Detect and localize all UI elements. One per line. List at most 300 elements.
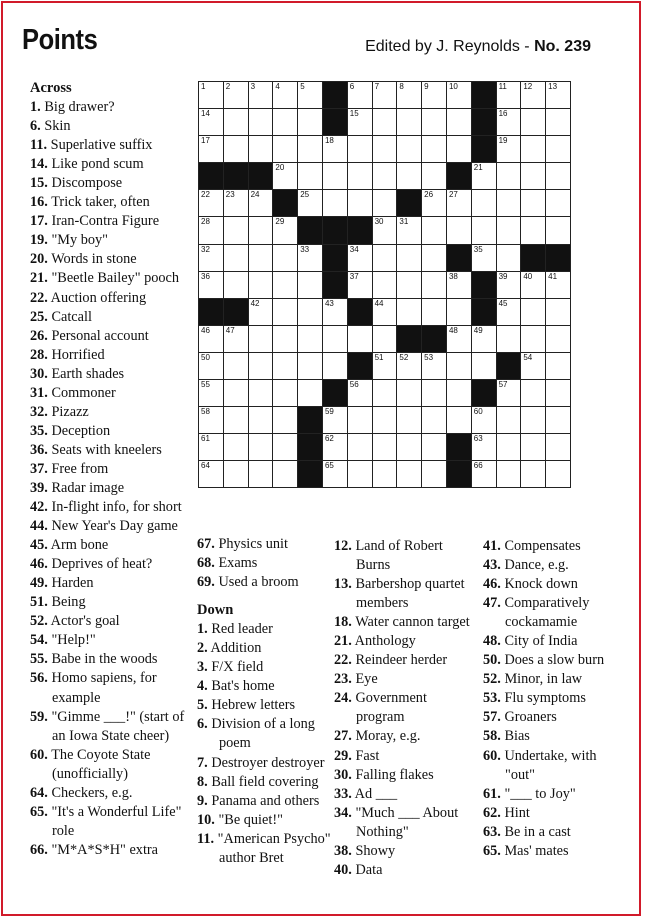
down-clue-8[interactable] — [197, 773, 337, 792]
across-clue-39[interactable] — [30, 479, 198, 498]
grid-cell[interactable] — [521, 325, 546, 352]
grid-cell[interactable] — [422, 380, 447, 407]
grid-cell[interactable] — [347, 82, 372, 109]
down-clue-58[interactable] — [483, 727, 628, 746]
down-clue-34[interactable] — [334, 804, 476, 842]
grid-cell[interactable] — [199, 136, 224, 163]
clue-number: 23. — [334, 671, 352, 688]
grid-cell[interactable] — [347, 244, 372, 271]
grid-cell[interactable] — [199, 380, 224, 407]
grid-cell[interactable] — [546, 271, 571, 298]
grid-cell[interactable] — [397, 434, 422, 461]
grid-cell[interactable] — [496, 325, 521, 352]
grid-cell[interactable] — [273, 217, 298, 244]
grid-cell[interactable] — [322, 325, 347, 352]
across-clue-21[interactable] — [30, 269, 198, 288]
down-clue-63[interactable] — [483, 823, 628, 842]
grid-cell[interactable] — [446, 82, 471, 109]
grid-cell[interactable] — [248, 217, 273, 244]
grid-cell[interactable] — [397, 352, 422, 379]
grid-cell[interactable] — [248, 271, 273, 298]
across-clue-64[interactable] — [30, 784, 198, 803]
grid-cell[interactable] — [446, 407, 471, 434]
across-clue-42[interactable] — [30, 498, 198, 517]
grid-cell[interactable] — [446, 109, 471, 136]
across-clue-25[interactable] — [30, 308, 198, 327]
grid-cell[interactable] — [546, 352, 571, 379]
across-clue-16[interactable] — [30, 193, 198, 212]
grid-cell[interactable] — [199, 244, 224, 271]
grid-cell[interactable] — [248, 407, 273, 434]
grid-cell[interactable] — [422, 82, 447, 109]
grid-cell[interactable] — [446, 190, 471, 217]
down-clue-65[interactable] — [483, 842, 628, 861]
down-clue-4[interactable] — [197, 677, 337, 696]
grid-cell[interactable] — [372, 109, 397, 136]
down-clue-6[interactable] — [197, 715, 337, 753]
grid-cell[interactable] — [322, 461, 347, 488]
across-clue-26[interactable] — [30, 327, 198, 346]
grid-cell[interactable] — [546, 434, 571, 461]
grid-cell[interactable] — [223, 190, 248, 217]
grid-cell[interactable] — [298, 82, 323, 109]
clue-text: Eye — [355, 671, 378, 688]
grid-cell[interactable] — [248, 352, 273, 379]
grid-cell[interactable] — [521, 434, 546, 461]
across-clue-14[interactable] — [30, 155, 198, 174]
clue-text: Catcall — [51, 308, 92, 325]
clue-text: Ball field covering — [211, 773, 319, 790]
grid-cell[interactable] — [521, 380, 546, 407]
grid-cell[interactable] — [546, 82, 571, 109]
across-clue-36[interactable] — [30, 441, 198, 460]
down-clue-38[interactable] — [334, 842, 476, 861]
down-clue-5[interactable] — [197, 696, 337, 715]
grid-cell[interactable] — [298, 325, 323, 352]
grid-cell[interactable] — [397, 82, 422, 109]
grid-cell[interactable] — [223, 434, 248, 461]
down-clue-57[interactable] — [483, 708, 628, 727]
grid-cell[interactable] — [347, 461, 372, 488]
down-clue-50[interactable] — [483, 651, 628, 670]
clue-text: Ad ___ — [354, 785, 398, 802]
grid-cell[interactable] — [496, 217, 521, 244]
grid-cell[interactable] — [223, 461, 248, 488]
grid-cell[interactable] — [273, 82, 298, 109]
grid-cell[interactable] — [521, 109, 546, 136]
grid-cell[interactable] — [273, 136, 298, 163]
across-clue-65[interactable] — [30, 803, 198, 841]
grid-cell[interactable] — [521, 407, 546, 434]
clue-number: 60. — [483, 747, 501, 764]
down-clue-61[interactable] — [483, 785, 628, 804]
down-clue-48[interactable] — [483, 632, 628, 651]
grid-cell[interactable] — [521, 136, 546, 163]
clue-text: Earth shades — [51, 365, 125, 382]
grid-cell[interactable] — [471, 163, 496, 190]
grid-cell[interactable] — [521, 190, 546, 217]
grid-cell[interactable] — [546, 298, 571, 325]
across-clue-20[interactable] — [30, 250, 198, 269]
across-clue-67[interactable] — [197, 535, 337, 554]
grid-row — [199, 298, 571, 325]
grid-cell[interactable] — [496, 461, 521, 488]
across-clue-52[interactable] — [30, 612, 198, 631]
down-clue-62[interactable] — [483, 804, 628, 823]
grid-cell[interactable] — [397, 244, 422, 271]
grid-cell[interactable] — [372, 461, 397, 488]
grid-cell[interactable] — [422, 109, 447, 136]
grid-cell[interactable] — [199, 82, 224, 109]
across-clue-19[interactable] — [30, 231, 198, 250]
grid-cell[interactable] — [372, 217, 397, 244]
down-clue-30[interactable] — [334, 766, 476, 785]
grid-cell[interactable] — [471, 244, 496, 271]
grid-cell[interactable] — [422, 163, 447, 190]
grid-cell[interactable] — [372, 434, 397, 461]
grid-cell[interactable] — [521, 461, 546, 488]
down-clue-11[interactable] — [197, 830, 337, 868]
grid-cell[interactable] — [446, 136, 471, 163]
grid-cell[interactable] — [273, 380, 298, 407]
grid-cell[interactable] — [298, 352, 323, 379]
grid-cell[interactable] — [546, 461, 571, 488]
grid-cell[interactable] — [273, 271, 298, 298]
grid-cell[interactable] — [273, 109, 298, 136]
grid-cell[interactable] — [199, 352, 224, 379]
grid-cell[interactable] — [273, 163, 298, 190]
grid-cell[interactable] — [471, 190, 496, 217]
grid-cell[interactable] — [496, 136, 521, 163]
grid-cell[interactable] — [471, 407, 496, 434]
cell-number: 46 — [201, 325, 210, 335]
grid-cell[interactable] — [298, 163, 323, 190]
black-square — [298, 217, 323, 244]
grid-cell[interactable] — [298, 244, 323, 271]
grid-cell[interactable] — [273, 461, 298, 488]
grid-cell[interactable] — [496, 434, 521, 461]
grid-cell[interactable] — [372, 325, 397, 352]
down-clue-43[interactable] — [483, 556, 628, 575]
down-clue-22[interactable] — [334, 651, 476, 670]
grid-cell[interactable] — [496, 190, 521, 217]
grid-cell[interactable] — [199, 325, 224, 352]
grid-cell[interactable] — [248, 109, 273, 136]
crossword-grid[interactable] — [198, 81, 571, 488]
cell-number: 39 — [498, 271, 508, 281]
down-clue-9[interactable] — [197, 792, 337, 811]
grid-cell[interactable] — [422, 352, 447, 379]
down-clue-23[interactable] — [334, 670, 476, 689]
across-clue-11[interactable] — [30, 136, 198, 155]
grid-cell[interactable] — [347, 136, 372, 163]
grid-cell[interactable] — [199, 109, 224, 136]
across-clue-32[interactable] — [30, 403, 198, 422]
grid-cell[interactable] — [199, 434, 224, 461]
across-clue-44[interactable] — [30, 517, 198, 536]
black-square — [322, 109, 347, 136]
across-clue-1[interactable] — [30, 98, 198, 117]
grid-cell[interactable] — [397, 461, 422, 488]
grid-cell[interactable] — [347, 380, 372, 407]
grid-cell[interactable] — [496, 82, 521, 109]
grid-cell[interactable] — [273, 244, 298, 271]
grid-cell[interactable] — [521, 271, 546, 298]
grid-cell[interactable] — [397, 163, 422, 190]
grid-cell[interactable] — [446, 380, 471, 407]
grid-cell[interactable] — [546, 136, 571, 163]
grid-cell[interactable] — [471, 461, 496, 488]
grid-cell[interactable] — [471, 217, 496, 244]
grid-cell[interactable] — [397, 136, 422, 163]
grid-cell[interactable] — [397, 380, 422, 407]
clue-text: Discompose — [51, 175, 123, 192]
grid-cell[interactable] — [322, 163, 347, 190]
grid-cell[interactable] — [223, 325, 248, 352]
cell-number: 10 — [448, 82, 458, 91]
down-clue-47[interactable] — [483, 594, 628, 632]
clue-number: 55. — [30, 651, 48, 668]
down-clue-27[interactable] — [334, 727, 476, 746]
across-clue-22[interactable] — [30, 289, 198, 308]
grid-cell[interactable] — [496, 407, 521, 434]
grid-cell[interactable] — [347, 407, 372, 434]
grid-cell[interactable] — [372, 136, 397, 163]
across-clue-30[interactable] — [30, 365, 198, 384]
grid-cell[interactable] — [446, 217, 471, 244]
grid-cell[interactable] — [546, 325, 571, 352]
grid-cell[interactable] — [471, 434, 496, 461]
grid-cell[interactable] — [546, 380, 571, 407]
grid-cell[interactable] — [422, 298, 447, 325]
grid-cell[interactable] — [347, 163, 372, 190]
grid-cell[interactable] — [248, 244, 273, 271]
grid-cell[interactable] — [248, 298, 273, 325]
grid-cell[interactable] — [422, 244, 447, 271]
down-clue-7[interactable] — [197, 754, 337, 773]
cell-number: 57 — [498, 380, 508, 390]
grid-cell[interactable] — [273, 407, 298, 434]
grid-cell[interactable] — [397, 407, 422, 434]
cell-number: 11 — [498, 82, 507, 91]
down-clue-29[interactable] — [334, 747, 476, 766]
black-square — [347, 217, 372, 244]
grid-cell[interactable] — [372, 407, 397, 434]
grid-cell[interactable] — [372, 82, 397, 109]
grid-cell[interactable] — [422, 271, 447, 298]
down-clue-60[interactable] — [483, 747, 628, 785]
grid-cell[interactable] — [248, 325, 273, 352]
grid-cell[interactable] — [322, 352, 347, 379]
down-clue-18[interactable] — [334, 613, 476, 632]
grid-cell[interactable] — [397, 271, 422, 298]
across-clue-15[interactable] — [30, 174, 198, 193]
down-clue-41[interactable] — [483, 537, 628, 556]
grid-cell[interactable] — [347, 325, 372, 352]
grid-cell[interactable] — [446, 325, 471, 352]
clue-text: Destroyer destroyer — [211, 754, 325, 771]
grid-cell[interactable] — [471, 352, 496, 379]
grid-cell[interactable] — [496, 380, 521, 407]
across-clue-37[interactable] — [30, 460, 198, 479]
grid-cell[interactable] — [496, 244, 521, 271]
across-clue-6[interactable] — [30, 117, 198, 136]
grid-cell[interactable] — [372, 380, 397, 407]
grid-cell[interactable] — [422, 217, 447, 244]
down-clue-40[interactable] — [334, 861, 476, 880]
across-clue-55[interactable] — [30, 650, 198, 669]
grid-cell[interactable] — [397, 217, 422, 244]
grid-cell[interactable] — [322, 434, 347, 461]
grid-cell[interactable] — [273, 434, 298, 461]
cell-number: 55 — [201, 380, 210, 390]
black-square — [322, 82, 347, 109]
across-clue-56[interactable] — [30, 669, 198, 707]
grid-cell[interactable] — [521, 298, 546, 325]
across-clue-17[interactable] — [30, 212, 198, 231]
across-clue-46[interactable] — [30, 555, 198, 574]
down-clue-21[interactable] — [334, 632, 476, 651]
grid-cell[interactable] — [546, 217, 571, 244]
grid-cell[interactable] — [223, 271, 248, 298]
across-clue-54[interactable] — [30, 631, 198, 650]
grid-cell[interactable] — [546, 407, 571, 434]
grid-cell[interactable] — [397, 109, 422, 136]
grid-cell[interactable] — [521, 82, 546, 109]
grid-cell[interactable] — [248, 461, 273, 488]
grid-cell[interactable] — [199, 407, 224, 434]
across-clue-66[interactable] — [30, 841, 198, 860]
grid-cell[interactable] — [223, 109, 248, 136]
clue-number: 1. — [197, 621, 208, 638]
grid-cell[interactable] — [546, 109, 571, 136]
down-clue-3[interactable] — [197, 658, 337, 677]
grid-cell[interactable] — [273, 352, 298, 379]
across-clue-60[interactable] — [30, 746, 198, 784]
grid-cell[interactable] — [422, 434, 447, 461]
across-clue-51[interactable] — [30, 593, 198, 612]
grid-cell[interactable] — [347, 434, 372, 461]
grid-cell[interactable] — [397, 298, 422, 325]
across-clue-68[interactable] — [197, 554, 337, 573]
grid-cell[interactable] — [223, 380, 248, 407]
grid-cell[interactable] — [248, 434, 273, 461]
grid-cell[interactable] — [422, 461, 447, 488]
grid-cell[interactable] — [546, 190, 571, 217]
grid-cell[interactable] — [372, 298, 397, 325]
grid-cell[interactable] — [422, 190, 447, 217]
grid-cell[interactable] — [248, 190, 273, 217]
grid-cell[interactable] — [521, 217, 546, 244]
grid-cell[interactable] — [199, 271, 224, 298]
grid-cell[interactable] — [372, 352, 397, 379]
across-clue-69[interactable] — [197, 573, 337, 592]
grid-cell[interactable] — [298, 298, 323, 325]
grid-cell[interactable] — [322, 298, 347, 325]
down-clue-46[interactable] — [483, 575, 628, 594]
grid-cell[interactable] — [322, 190, 347, 217]
grid-cell[interactable] — [347, 109, 372, 136]
across-clue-31[interactable] — [30, 384, 198, 403]
clue-number: 20. — [30, 251, 48, 268]
across-clue-45[interactable] — [30, 536, 198, 555]
grid-cell[interactable] — [372, 271, 397, 298]
clue-number: 8. — [197, 773, 208, 790]
grid-cell[interactable] — [248, 82, 273, 109]
grid-cell[interactable] — [496, 109, 521, 136]
grid-cell[interactable] — [372, 163, 397, 190]
down-clue-1[interactable] — [197, 620, 337, 639]
down-clue-24[interactable] — [334, 689, 476, 727]
grid-cell[interactable] — [322, 136, 347, 163]
grid-cell[interactable] — [347, 190, 372, 217]
grid-cell[interactable] — [223, 136, 248, 163]
grid-cell[interactable] — [273, 325, 298, 352]
grid-cell[interactable] — [496, 163, 521, 190]
grid-cell[interactable] — [446, 352, 471, 379]
grid-cell[interactable] — [223, 217, 248, 244]
across-clue-35[interactable] — [30, 422, 198, 441]
grid-cell[interactable] — [248, 136, 273, 163]
across-clue-28[interactable] — [30, 346, 198, 365]
clue-column-3 — [334, 537, 476, 880]
grid-cell[interactable] — [521, 163, 546, 190]
grid-cell[interactable] — [298, 136, 323, 163]
grid-cell[interactable] — [199, 190, 224, 217]
grid-cell[interactable] — [446, 298, 471, 325]
grid-cell[interactable] — [496, 298, 521, 325]
grid-cell[interactable] — [298, 380, 323, 407]
grid-cell[interactable] — [422, 407, 447, 434]
across-clue-49[interactable] — [30, 574, 198, 593]
down-clue-33[interactable] — [334, 785, 476, 804]
grid-cell[interactable] — [347, 271, 372, 298]
clue-text: "Gimme ___!" (start of an Iowa State cheer) — [51, 708, 185, 744]
clue-number: 44. — [30, 518, 48, 535]
down-clue-53[interactable] — [483, 689, 628, 708]
clue-number: 57. — [483, 709, 501, 726]
down-clue-2[interactable] — [197, 639, 337, 658]
grid-cell[interactable] — [446, 271, 471, 298]
grid-cell[interactable] — [372, 190, 397, 217]
down-clue-52[interactable] — [483, 670, 628, 689]
grid-cell[interactable] — [298, 271, 323, 298]
grid-cell[interactable] — [273, 298, 298, 325]
grid-cell[interactable] — [372, 244, 397, 271]
grid-cell[interactable] — [298, 190, 323, 217]
grid-cell[interactable] — [223, 352, 248, 379]
grid-cell[interactable] — [223, 82, 248, 109]
across-clue-59[interactable] — [30, 708, 198, 746]
down-clue-13[interactable] — [334, 575, 476, 613]
grid-cell[interactable] — [422, 136, 447, 163]
grid-cell[interactable] — [248, 380, 273, 407]
grid-cell[interactable] — [199, 217, 224, 244]
down-clue-12[interactable] — [334, 537, 476, 575]
grid-cell[interactable] — [521, 352, 546, 379]
grid-cell[interactable] — [223, 407, 248, 434]
grid-cell[interactable] — [199, 461, 224, 488]
cell-number: 18 — [324, 136, 334, 146]
grid-cell[interactable] — [496, 271, 521, 298]
grid-cell[interactable] — [223, 244, 248, 271]
grid-cell[interactable] — [298, 109, 323, 136]
clue-number: 39. — [30, 479, 48, 496]
grid-cell[interactable] — [546, 163, 571, 190]
grid-cell[interactable] — [322, 407, 347, 434]
grid-cell[interactable] — [471, 325, 496, 352]
down-clue-10[interactable] — [197, 811, 337, 830]
